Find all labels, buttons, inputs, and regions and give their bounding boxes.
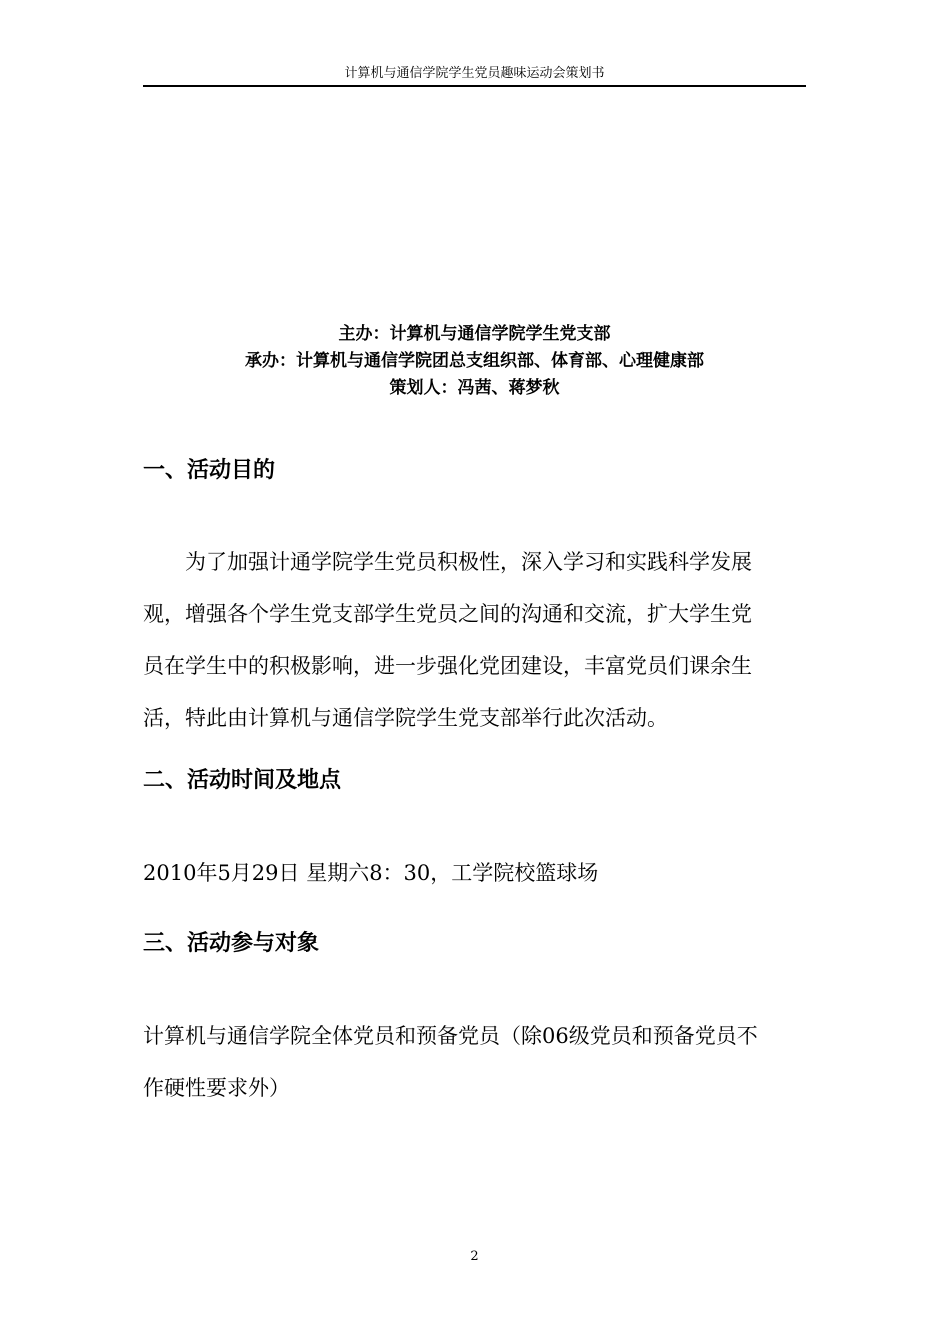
purpose-line: 为了加强计通学院学生党员积极性，深入学习和实践科学发展 — [143, 550, 752, 574]
participants-line: 作硬性要求外） — [143, 1076, 290, 1100]
time-place-line: 2010年5月29日 星期六8：30，工学院校篮球场 — [143, 861, 599, 885]
undertaker-line: 承办：计算机与通信学院团总支组织部、体育部、心理健康部 — [245, 351, 704, 371]
header-rule — [143, 85, 806, 87]
section-heading-purpose: 一、活动目的 — [143, 458, 276, 483]
page-number: 2 — [470, 1249, 479, 1264]
section-body-time-place — [143, 847, 806, 899]
purpose-line: 活，特此由计算机与通信学院学生党支部举行此次活动。 — [143, 706, 668, 730]
section-heading-participants: 三、活动参与对象 — [143, 931, 320, 956]
host-line: 主办：计算机与通信学院学生党支部 — [338, 324, 611, 344]
section-heading-time-place: 二、活动时间及地点 — [143, 768, 342, 793]
participants-line: 计算机与通信学院全体党员和预备党员（除06级党员和预备党员不 — [143, 1024, 758, 1048]
section-body-participants — [143, 1010, 806, 1114]
purpose-line: 员在学生中的积极影响，进一步强化党团建设，丰富党员们课余生 — [143, 654, 752, 678]
planners-line: 策划人：冯茜、蒋梦秋 — [389, 378, 560, 398]
section-body-purpose — [143, 536, 806, 744]
running-header: 计算机与通信学院学生党员趣味运动会策划书 — [344, 66, 605, 81]
purpose-line: 观，增强各个学生党支部学生党员之间的沟通和交流，扩大学生党 — [143, 602, 752, 626]
